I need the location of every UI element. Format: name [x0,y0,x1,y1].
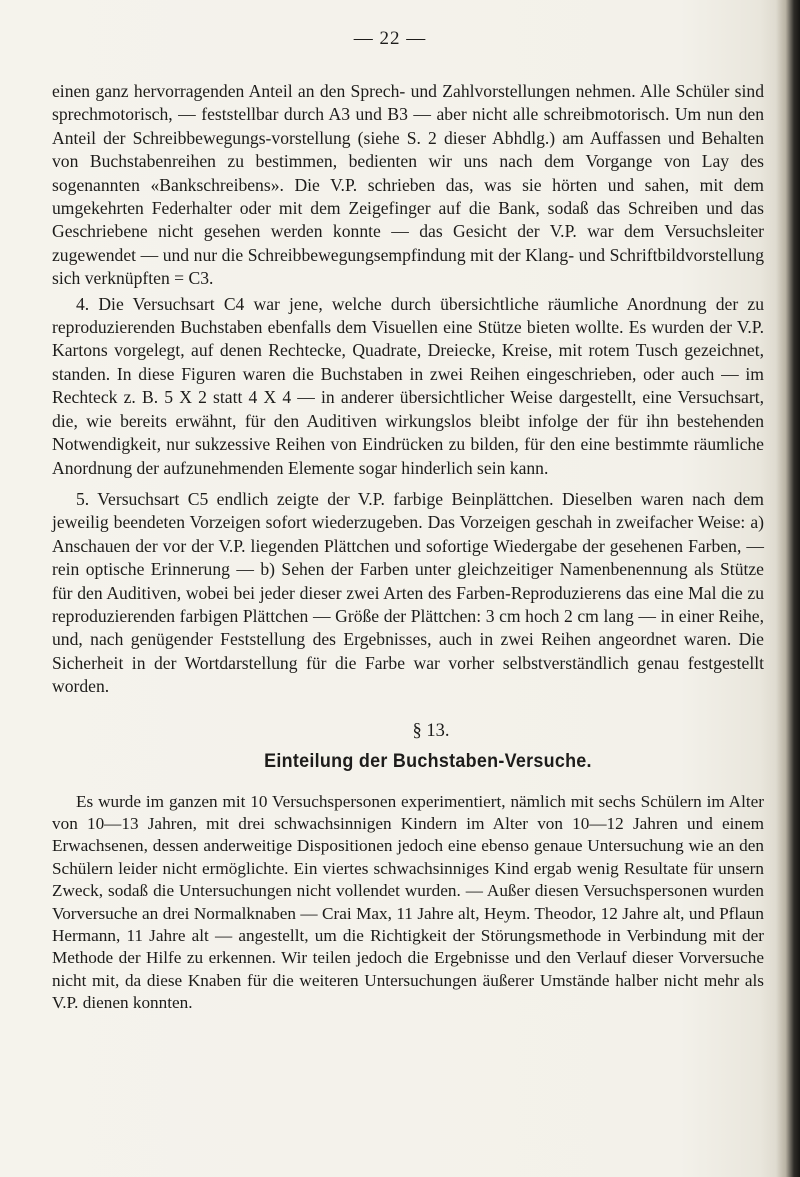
page-body [52,80,764,1015]
paragraph-versuchsart-c4: 4. Die Versuchsart C4 war jene, welche durch übersichtliche räumliche Anordnung der zu reproduzierenden Buchstaben ebenfalls dem Visuellen eine Stütze bieten wollte. Es wurden der V.P. Kartons vorgelegt, auf denen Rechtecke, Quadrate, Dreiecke, Kreise, mit rotem Tusch gezeichnet, standen. In diese Figuren waren die Buchstaben in zwei Reihen eingeschrieben, oder auch — im Rechteck z. B. 5 X 2 statt 4 X 4 — in anderer übersichtlicher Weise dargestellt, eine Versuchsart, die, wie bereits erwähnt, für den Auditiven wirkungslos bleibt infolge der für ihn bestehenden Notwendigkeit, nur sukzessive Reihen von Eindrücken zu bilden, für den eine bestimmte räumliche Anordnung der aufzunehmenden Elemente sogar hinderlich sein kann. [52,293,764,478]
paragraph-bankschreiben: einen ganz hervorragenden Anteil an den Sprech- und Zahlvorstellungen nehmen. Alle Schüler sind sprechmotorisch, — feststellbar durch A3 und B3 — aber nicht alle schreibmotorisch. Um nun den Anteil der Schreibbewegungs-vorstellung (siehe S. 2 dieser Abhdlg.) am Auffassen und Behalten von Buchstabenreihen zu bestimmen, bedienten wir uns nach dem Vorgange von Lay des sogenannten «Bankschreibens». Die V.P. schrieben das, was sie hörten und sahen, mit dem umgekehrten Federhalter oder mit dem Zeigefinger auf die Bank, sodaß das Schreiben und das Geschriebene nicht gesehen werden konnte — das Gesicht der V.P. war dem Versuchsleiter zugewendet — und nur die Schreibbewegungsempfindung mit der Klang- und Schriftbildvorstellung sich verknüpften = C3. [52,81,764,289]
section-title: Einteilung der Buchstaben-Versuche. [264,749,592,772]
paragraph-versuchspersonen: Es wurde im ganzen mit 10 Versuchspersonen experimentiert, nämlich mit sechs Schülern im Alter von 10—13 Jahren, mit drei schwachsinnigen Kindern im Alter von 10—12 Jahren und einem Erwachsenen, dessen anderweitige Dispositionen jedoch eine ebenso genaue Untersuchung wie an den Schülern leider nicht ermöglichte. Ein viertes schwachsinniges Kind ergab wenig Resultate für unsern Zweck, sodaß die Untersuchungen nicht vollendet wurden. — Außer diesen Versuchspersonen wurden Vorversuche an drei Normalknaben — Crai Max, 11 Jahre alt, Heym. Theodor, 12 Jahre alt, und Pflaun Hermann, 11 Jahre alt — angestellt, um die Richtigkeit der Störungsmethode in Verbindung mit der Methode der Hilfe zu erkennen. Wir teilen jedoch die Ergebnisse und den Verlauf dieser Vorversuche nicht mit, da diese Knaben für die weiteren Untersuchungen äußerer Umstände halber nicht mehr als V.P. dienen konnten. [52,791,764,1013]
section-number: § 13. [412,720,450,741]
page-binding-shadow [776,0,800,1177]
paragraph-versuchsart-c5: 5. Versuchsart C5 endlich zeigte der V.P. farbige Beinplättchen. Dieselben waren nach dem jeweilig beendeten Vorzeigen sofort wiederzugeben. Das Vorzeigen geschah in zweifacher Weise: a) Anschauen der vor der V.P. liegenden Plättchen und sofortige Wiedergabe der gesehenen Farben, — rein optische Erinnerung — b) Sehen der Farben unter gleichzeitiger Namenbenennung als Stütze für den Auditiven, wobei bei jeder dieser zwei Arten des Farben-Reproduzierens das eine Mal die zu reproduzierenden farbigen Plättchen — Größe der Plättchen: 3 cm hoch 2 cm lang — in einer Reihe, und, nach genügender Feststellung des Ergebnisses, auch in zwei Reihen angeordnet waren. Die Sicherheit in der Wortdarstellung für die Farbe war vorher selbstverständlich genau festgestellt worden. [52,488,764,697]
page-number: — 22 — [353,28,427,49]
